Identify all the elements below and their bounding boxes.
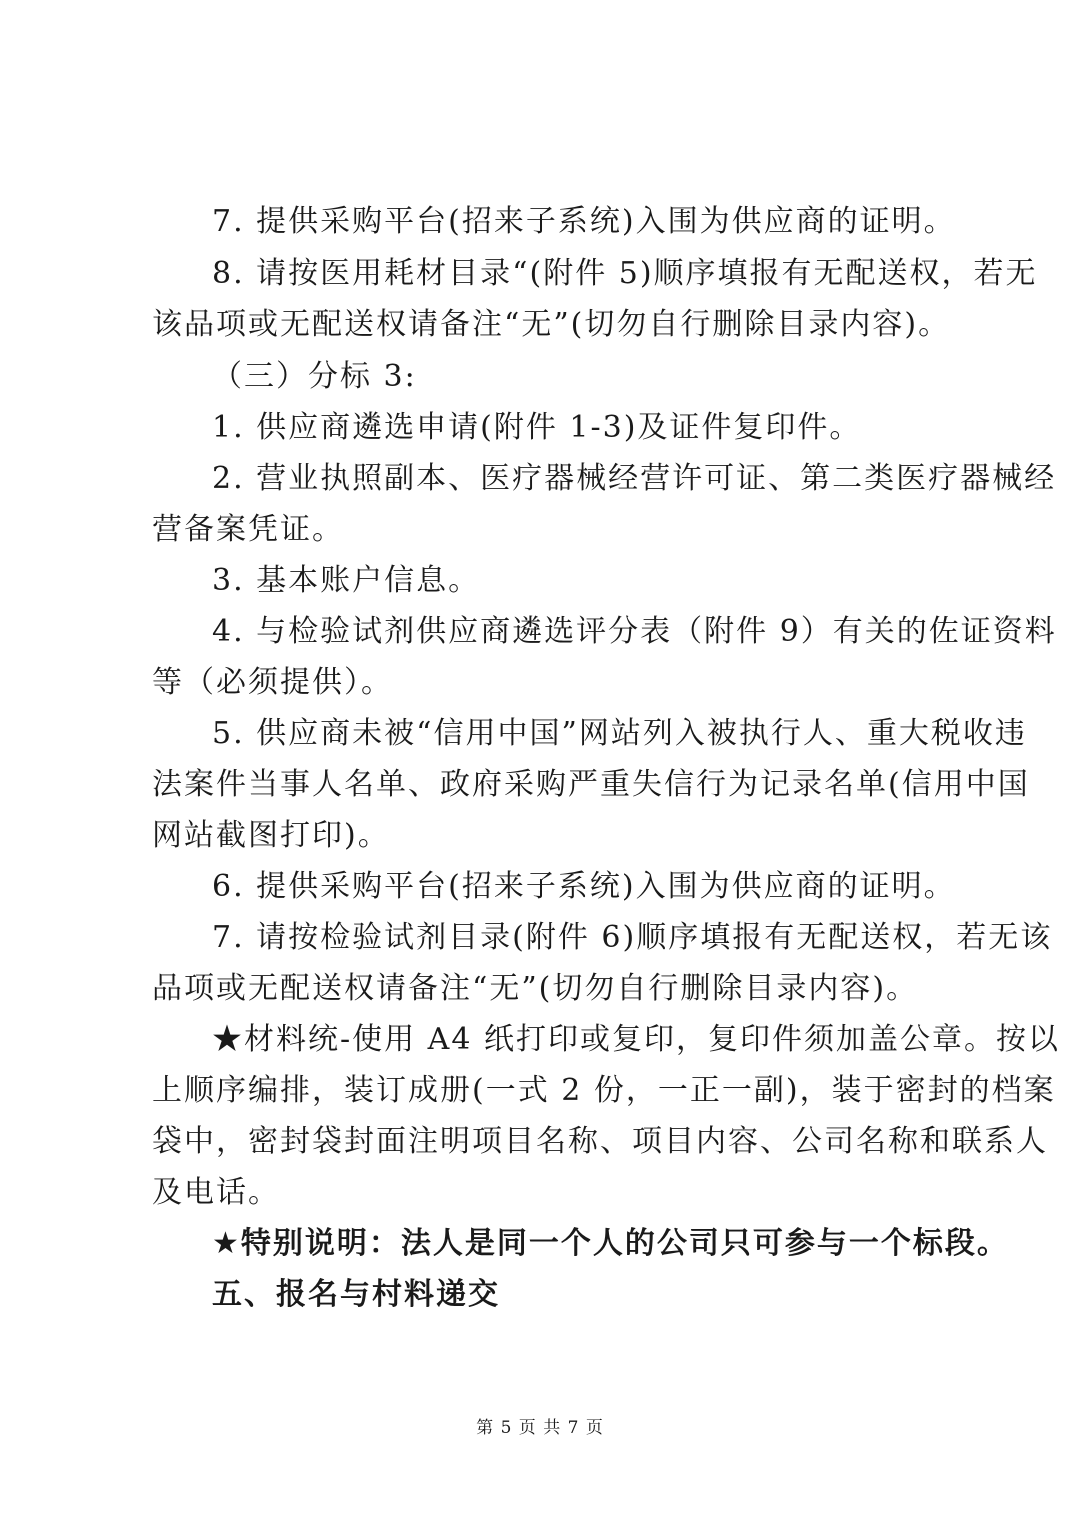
- item-8-line-1: 8. 请按医用耗材目录“(附件 5)顺序填报有无配送权，若无: [212, 256, 1038, 291]
- section-3-heading: （三）分标 3:: [212, 359, 417, 394]
- section-3-item-5-line-2: 法案件当事人名单、政府采购严重失信行为记录名单(信用中国: [152, 767, 1030, 802]
- section-3-item-6: 6. 提供采购平台(招来子系统)入围为供应商的证明。: [212, 869, 956, 904]
- section-3-item-2-line-1: 2. 营业执照副本、医疗器械经营许可证、第二类医疗器械经: [212, 461, 1057, 496]
- materials-note-line-2: 上顺序编排，装订成册(一式 2 份，一正一副)，装于密封的档案: [152, 1073, 1056, 1108]
- section-3-item-4-line-2: 等（必须提供）。: [152, 665, 393, 700]
- section-3-item-3: 3. 基本账户信息。: [212, 563, 481, 598]
- section-3-item-1: 1. 供应商遴选申请(附件 1-3)及证件复印件。: [212, 410, 862, 445]
- section-3-item-7-line-1: 7. 请按检验试剂目录(附件 6)顺序填报有无配送权，若无该: [212, 920, 1053, 955]
- materials-note-line-4: 及电话。: [152, 1175, 280, 1210]
- special-note: ★特别说明：法人是同一个人的公司只可参与一个标段。: [212, 1226, 1009, 1261]
- materials-note-line-1: ★材料统-使用 A4 纸打印或复印，复印件须加盖公章。按以: [212, 1022, 1060, 1057]
- section-3-item-4-line-1: 4. 与检验试剂供应商遴选评分表（附件 9）有关的佐证资料: [212, 614, 1057, 649]
- section-5-heading: 五、报名与村料递交: [212, 1277, 500, 1312]
- item-7-line-1: 7. 提供采购平台(招来子系统)入围为供应商的证明。: [212, 204, 956, 239]
- section-3-item-5-line-3: 网站截图打印)。: [152, 818, 390, 853]
- section-3-item-7-line-2: 品项或无配送权请备注“无”(切勿自行删除目录内容)。: [152, 971, 919, 1006]
- page-number-footer: 第 5 页 共 7 页: [476, 1418, 604, 1438]
- section-3-item-2-line-2: 营备案凭证。: [152, 512, 344, 547]
- section-3-item-5-line-1: 5. 供应商未被“信用中国”网站列入被执行人、重大税收违: [212, 716, 1027, 751]
- materials-note-line-3: 袋中，密封袋封面注明项目名称、项目内容、公司名称和联系人: [152, 1124, 1048, 1159]
- item-8-line-2: 该品项或无配送权请备注“无”(切勿自行删除目录内容)。: [152, 307, 951, 342]
